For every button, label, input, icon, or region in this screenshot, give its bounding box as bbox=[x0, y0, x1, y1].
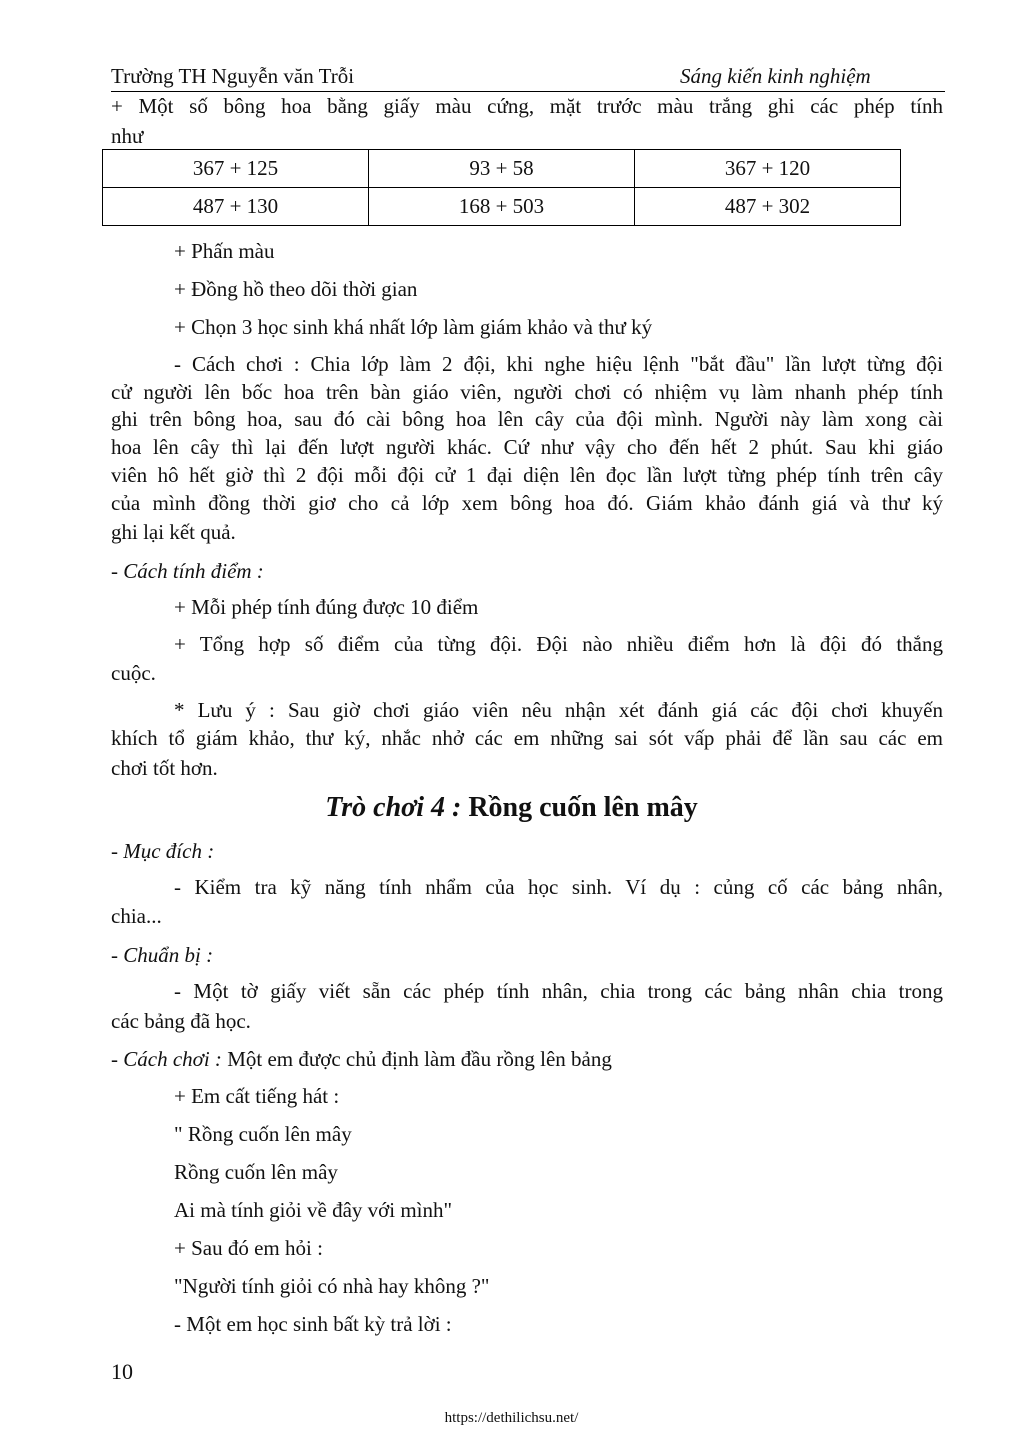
header-school: Trường TH Nguyễn văn Trỗi bbox=[111, 64, 355, 88]
paragraph-line: hoa lên cây thì lại đến lượt người khác. Cứ như vậy cho đến hết 2 phút. Sau khi giáo bbox=[111, 435, 943, 459]
footer-url: https://dethilichsu.net/ bbox=[444, 1410, 579, 1426]
paragraph-line: ghi lại kết quả. bbox=[111, 520, 236, 544]
paragraph-line: của mình đồng thời giơ cho cả lớp xem bông hoa đó. Giám khảo đánh giá và thư ký bbox=[111, 491, 943, 515]
table-cell: 93 + 58 bbox=[369, 150, 635, 188]
table-cell: 367 + 125 bbox=[103, 150, 369, 188]
table-cell: 168 + 503 bbox=[369, 188, 635, 226]
scoring-rule-2-line-1: + Tổng hợp số điểm của từng đội. Đội nào nhiều điểm hơn là đội đó thắng bbox=[174, 632, 943, 656]
heading-game-title: Rồng cuốn lên mây bbox=[468, 792, 698, 823]
paragraph-line: viên hô hết giờ thì 2 đội mỗi đội cử 1 đại diện lên đọc lần lượt từng phép tính trên cây bbox=[111, 463, 943, 487]
sing-instruction: + Em cất tiếng hát : bbox=[174, 1084, 340, 1108]
note-line-2: khích tổ giám khảo, thư ký, nhắc nhở các em những sai sót vấp phải để lần sau các em bbox=[111, 726, 943, 750]
question-line: "Người tính giỏi có nhà hay không ?" bbox=[174, 1274, 490, 1298]
paragraph-line: - Cách chơi : Chia lớp làm 2 đội, khi nghe hiệu lệnh "bắt đầu" lần lượt từng đội bbox=[174, 352, 943, 376]
material-chalk: + Phấn màu bbox=[174, 239, 275, 263]
heading-game-number: Trò chơi 4 : bbox=[325, 792, 462, 823]
prep-line-2: các bảng đã học. bbox=[111, 1009, 251, 1033]
table-row bbox=[103, 188, 901, 226]
scoring-rule-2-line-2: cuộc. bbox=[111, 661, 156, 685]
purpose-line-1: - Kiểm tra kỹ năng tính nhẩm của học sinh. Ví dụ : củng cố các bảng nhân, bbox=[174, 875, 943, 899]
operations-table bbox=[102, 149, 901, 226]
paragraph-line: cử người lên bốc hoa trên bàn giáo viên, người chơi có nhiệm vụ làm nhanh phép tính bbox=[111, 380, 943, 404]
section-heading bbox=[0, 790, 1023, 826]
table-cell: 487 + 302 bbox=[635, 188, 901, 226]
table-row bbox=[103, 150, 901, 188]
howto-text: Một em được chủ định làm đầu rồng lên bảng bbox=[221, 1047, 612, 1071]
prep-line-1: - Một tờ giấy viết sẵn các phép tính nhân, chia trong các bảng nhân chia trong bbox=[174, 979, 943, 1003]
table-cell: 487 + 130 bbox=[103, 188, 369, 226]
song-line-1: " Rồng cuốn lên mây bbox=[174, 1122, 352, 1146]
scoring-label: - Cách tính điểm : bbox=[111, 559, 264, 583]
ask-instruction: + Sau đó em hỏi : bbox=[174, 1236, 323, 1260]
note-line-1: * Lưu ý : Sau giờ chơi giáo viên nêu nhận xét đánh giá các đội chơi khuyến bbox=[174, 698, 943, 722]
song-line-3: Ai mà tính giỏi về đây với mình" bbox=[174, 1198, 453, 1222]
purpose-line-2: chia... bbox=[111, 904, 162, 928]
header-doc-type: Sáng kiến kinh nghiệm bbox=[680, 64, 871, 88]
header-divider bbox=[111, 91, 945, 92]
paragraph-line: ghi trên bông hoa, sau đó cài bông hoa lên cây của đội mình. Người này làm xong cài bbox=[111, 407, 943, 431]
howto-line bbox=[111, 1045, 612, 1073]
scoring-rule-1: + Mỗi phép tính đúng được 10 điểm bbox=[174, 595, 479, 619]
note-line-3: chơi tốt hơn. bbox=[111, 756, 218, 780]
material-judges: + Chọn 3 học sinh khá nhất lớp làm giám khảo và thư ký bbox=[174, 315, 653, 339]
page-number: 10 bbox=[111, 1359, 133, 1384]
intro-line-1: + Một số bông hoa bằng giấy màu cứng, mặt trước màu trắng ghi các phép tính bbox=[111, 94, 943, 118]
answer-line: - Một em học sinh bất kỳ trả lời : bbox=[174, 1312, 452, 1336]
material-clock: + Đồng hồ theo dõi thời gian bbox=[174, 277, 418, 301]
purpose-label: - Mục đích : bbox=[111, 839, 215, 863]
prep-label: - Chuẩn bị : bbox=[111, 943, 214, 967]
song-line-2: Rồng cuốn lên mây bbox=[174, 1160, 338, 1184]
howto-label: - Cách chơi : bbox=[111, 1047, 222, 1071]
intro-line-2: như bbox=[111, 124, 144, 148]
table-cell: 367 + 120 bbox=[635, 150, 901, 188]
